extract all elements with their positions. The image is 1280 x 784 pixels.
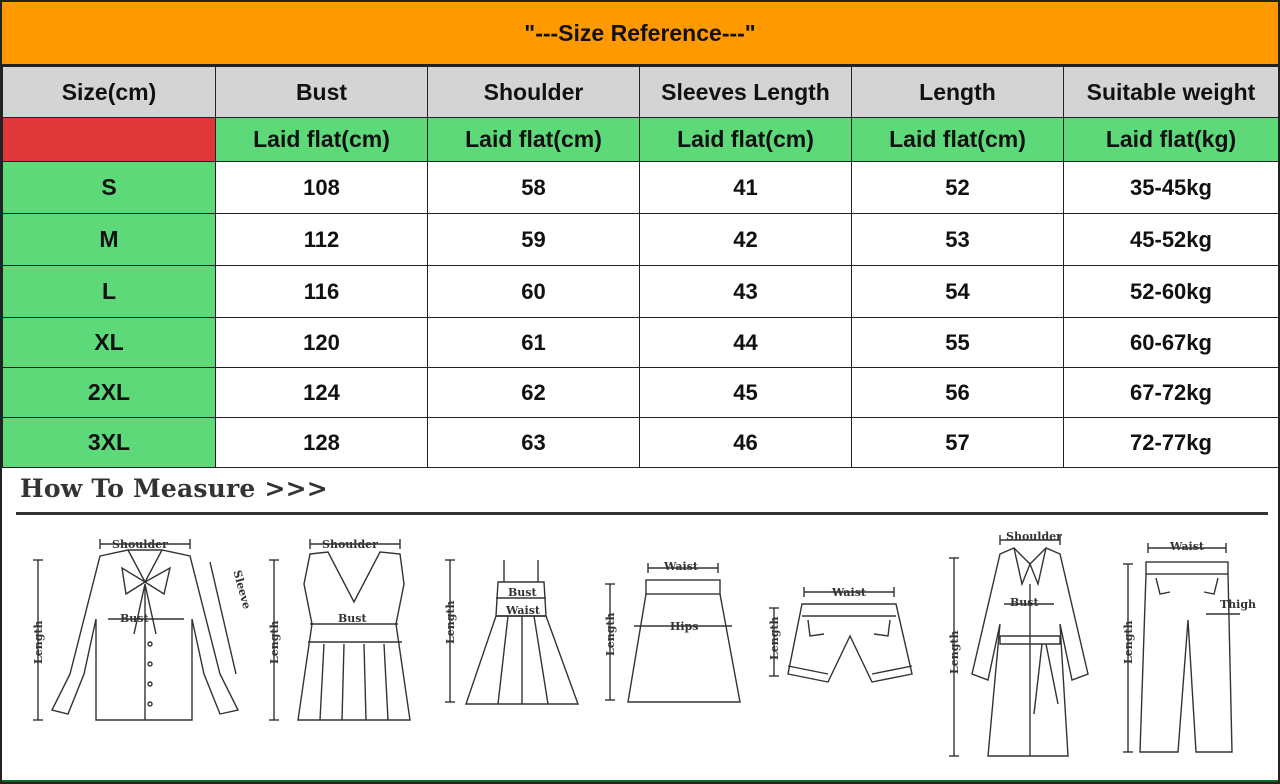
table-row xyxy=(3,162,1279,214)
length-label: Length xyxy=(1122,620,1135,664)
size-cell: 2XL xyxy=(3,368,216,418)
table-row xyxy=(3,318,1279,368)
size-cell: L xyxy=(3,266,216,318)
sleeve-label: Sleeve xyxy=(230,568,254,611)
shoulder-cell: 61 xyxy=(428,318,640,368)
header-row xyxy=(3,67,1279,118)
length-cell: 53 xyxy=(852,214,1064,266)
waist-label: Waist xyxy=(1170,540,1204,553)
subheader-row xyxy=(3,118,1279,162)
weight-cell: 67-72kg xyxy=(1064,368,1279,418)
length-cell: 57 xyxy=(852,418,1064,468)
subheader-cell-sleeves-length: Laid flat(cm) xyxy=(640,118,852,162)
shoulder-label: Shoulder xyxy=(112,538,168,551)
subheader-cell-length: Laid flat(cm) xyxy=(852,118,1064,162)
how-to-measure-section xyxy=(2,464,1278,782)
header-cell-sleeves-length: Sleeves Length xyxy=(640,67,852,118)
shoulder-label: Shoulder xyxy=(322,538,378,551)
shoulder-cell: 60 xyxy=(428,266,640,318)
shorts-icon xyxy=(762,524,927,724)
size-cell: 3XL xyxy=(3,418,216,468)
length-label: Length xyxy=(604,612,617,656)
divider xyxy=(16,512,1268,515)
subheader-cell-bust: Laid flat(cm) xyxy=(216,118,428,162)
size-table xyxy=(2,66,1279,468)
subheader-cell-blank xyxy=(3,118,216,162)
shoulder-cell: 58 xyxy=(428,162,640,214)
blouse-icon xyxy=(24,524,252,724)
weight-cell: 45-52kg xyxy=(1064,214,1279,266)
vest-icon xyxy=(264,524,424,724)
bust-cell: 124 xyxy=(216,368,428,418)
shoulder-cell: 63 xyxy=(428,418,640,468)
sleeves-length-cell: 42 xyxy=(640,214,852,266)
subheader-cell-shoulder: Laid flat(cm) xyxy=(428,118,640,162)
bust-cell: 112 xyxy=(216,214,428,266)
bust-label: Bust xyxy=(508,586,537,599)
bust-cell: 128 xyxy=(216,418,428,468)
waist-label: Waist xyxy=(506,604,540,617)
weight-cell: 35-45kg xyxy=(1064,162,1279,214)
chart-title: "---Size Reference---" xyxy=(2,2,1278,66)
bust-label: Bust xyxy=(338,612,367,625)
sleeves-length-cell: 45 xyxy=(640,368,852,418)
size-cell: XL xyxy=(3,318,216,368)
shoulder-cell: 59 xyxy=(428,214,640,266)
bust-cell: 120 xyxy=(216,318,428,368)
size-cell: M xyxy=(3,214,216,266)
weight-cell: 60-67kg xyxy=(1064,318,1279,368)
hips-label: Hips xyxy=(670,620,699,633)
length-label: Length xyxy=(768,616,781,660)
bust-label: Bust xyxy=(120,612,149,625)
header-cell-length: Length xyxy=(852,67,1064,118)
shoulder-label: Shoulder xyxy=(1006,530,1062,543)
table-row xyxy=(3,266,1279,318)
length-label: Length xyxy=(444,600,457,644)
sleeves-length-cell: 46 xyxy=(640,418,852,468)
length-cell: 56 xyxy=(852,368,1064,418)
skirt-icon xyxy=(600,524,750,724)
header-cell-size: Size(cm) xyxy=(3,67,216,118)
sleeves-length-cell: 41 xyxy=(640,162,852,214)
length-cell: 52 xyxy=(852,162,1064,214)
table-row xyxy=(3,214,1279,266)
length-label: Length xyxy=(32,620,45,664)
length-label: Length xyxy=(268,620,281,664)
header-cell-shoulder: Shoulder xyxy=(428,67,640,118)
shoulder-cell: 62 xyxy=(428,368,640,418)
size-cell: S xyxy=(3,162,216,214)
weight-cell: 52-60kg xyxy=(1064,266,1279,318)
sleeves-length-cell: 44 xyxy=(640,318,852,368)
bust-label: Bust xyxy=(1010,596,1039,609)
waist-label: Waist xyxy=(832,586,866,599)
table-row xyxy=(3,418,1279,468)
length-cell: 54 xyxy=(852,266,1064,318)
thigh-label: Thigh xyxy=(1220,598,1257,611)
subheader-cell-suitable-weight: Laid flat(kg) xyxy=(1064,118,1279,162)
length-cell: 55 xyxy=(852,318,1064,368)
table-row xyxy=(3,368,1279,418)
bust-cell: 108 xyxy=(216,162,428,214)
header-cell-bust: Bust xyxy=(216,67,428,118)
bust-cell: 116 xyxy=(216,266,428,318)
dress-icon xyxy=(438,524,588,724)
sleeves-length-cell: 43 xyxy=(640,266,852,318)
bottom-border xyxy=(2,780,1278,782)
coat-icon xyxy=(942,524,1102,754)
trousers-icon xyxy=(1116,524,1274,754)
weight-cell: 72-77kg xyxy=(1064,418,1279,468)
waist-label: Waist xyxy=(664,560,698,573)
header-cell-suitable-weight: Suitable weight xyxy=(1064,67,1279,118)
length-label: Length xyxy=(948,630,961,674)
how-to-measure-heading: How To Measure >>> xyxy=(20,474,328,503)
